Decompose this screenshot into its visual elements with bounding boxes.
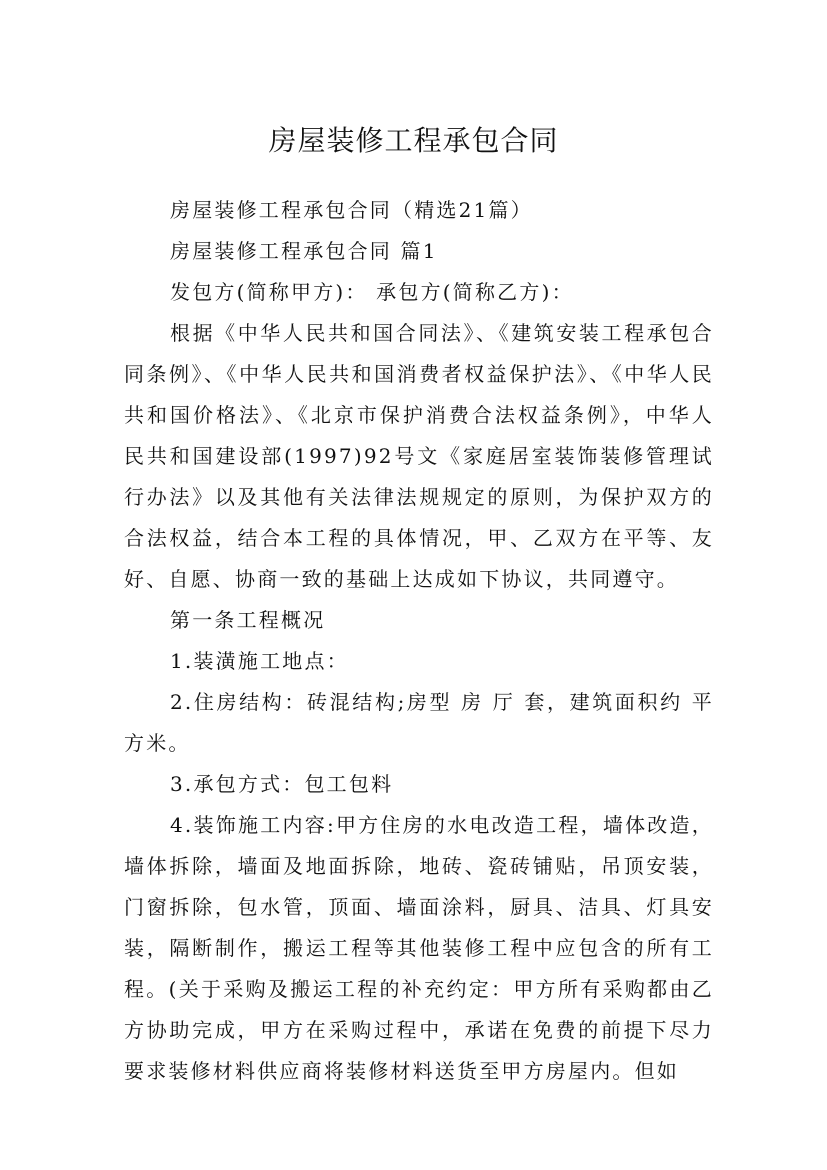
paragraph-parties: 发包方(简称甲方)： 承包方(简称乙方)：: [170, 280, 574, 304]
paragraph-article-heading: 房屋装修工程承包合同 篇1: [170, 239, 438, 263]
paragraph-legal-basis: 根据《中华人民共和国合同法》、《建筑安装工程承包合同条例》、《中华人民共和国消费者权益保护法》、《中华人民共和国价格法》、《北京市保护消费合法权益条例》，中华人民共和国建设部(1997)92号文《家庭居室装饰装修管理试行办法》以及其他有关法律法规规定的原则，为保护双方的合法权益，结合本工程的具体情况，甲、乙双方在平等、友好、自愿、协商一致的基础上达成如下协议，共同遵守。: [124, 321, 714, 591]
paragraph-collection-title: 房屋装修工程承包合同（精选21篇）: [170, 198, 533, 222]
document-title: 房屋装修工程承包合同: [268, 123, 559, 157]
document-body: [124, 190, 714, 1092]
paragraph-item-3: 3.承包方式：包工包料: [170, 772, 394, 796]
paragraph-item-2: 2.住房结构：砖混结构;房型 房 厅 套，建筑面积约 平方米。: [124, 690, 714, 755]
paragraph-item-4: 4.装饰施工内容:甲方住房的水电改造工程，墙体改造，墙体拆除，墙面及地面拆除，地砖、瓷砖铺贴，吊顶安装，门窗拆除，包水管，顶面、墙面涂料，厨具、洁具、灯具安装，隔断制作，搬运工程等其他装修工程中应包含的所有工程。(关于采购及搬运工程的补充约定：甲方所有采购都由乙方协助完成，甲方在采购过程中，承诺在免费的前提下尽力要求装修材料供应商将装修材料送货至甲方房屋内。但如: [124, 813, 714, 1083]
paragraph-section-heading: 第一条工程概况: [170, 608, 326, 632]
paragraph-item-1: 1.装潢施工地点：: [170, 649, 349, 673]
